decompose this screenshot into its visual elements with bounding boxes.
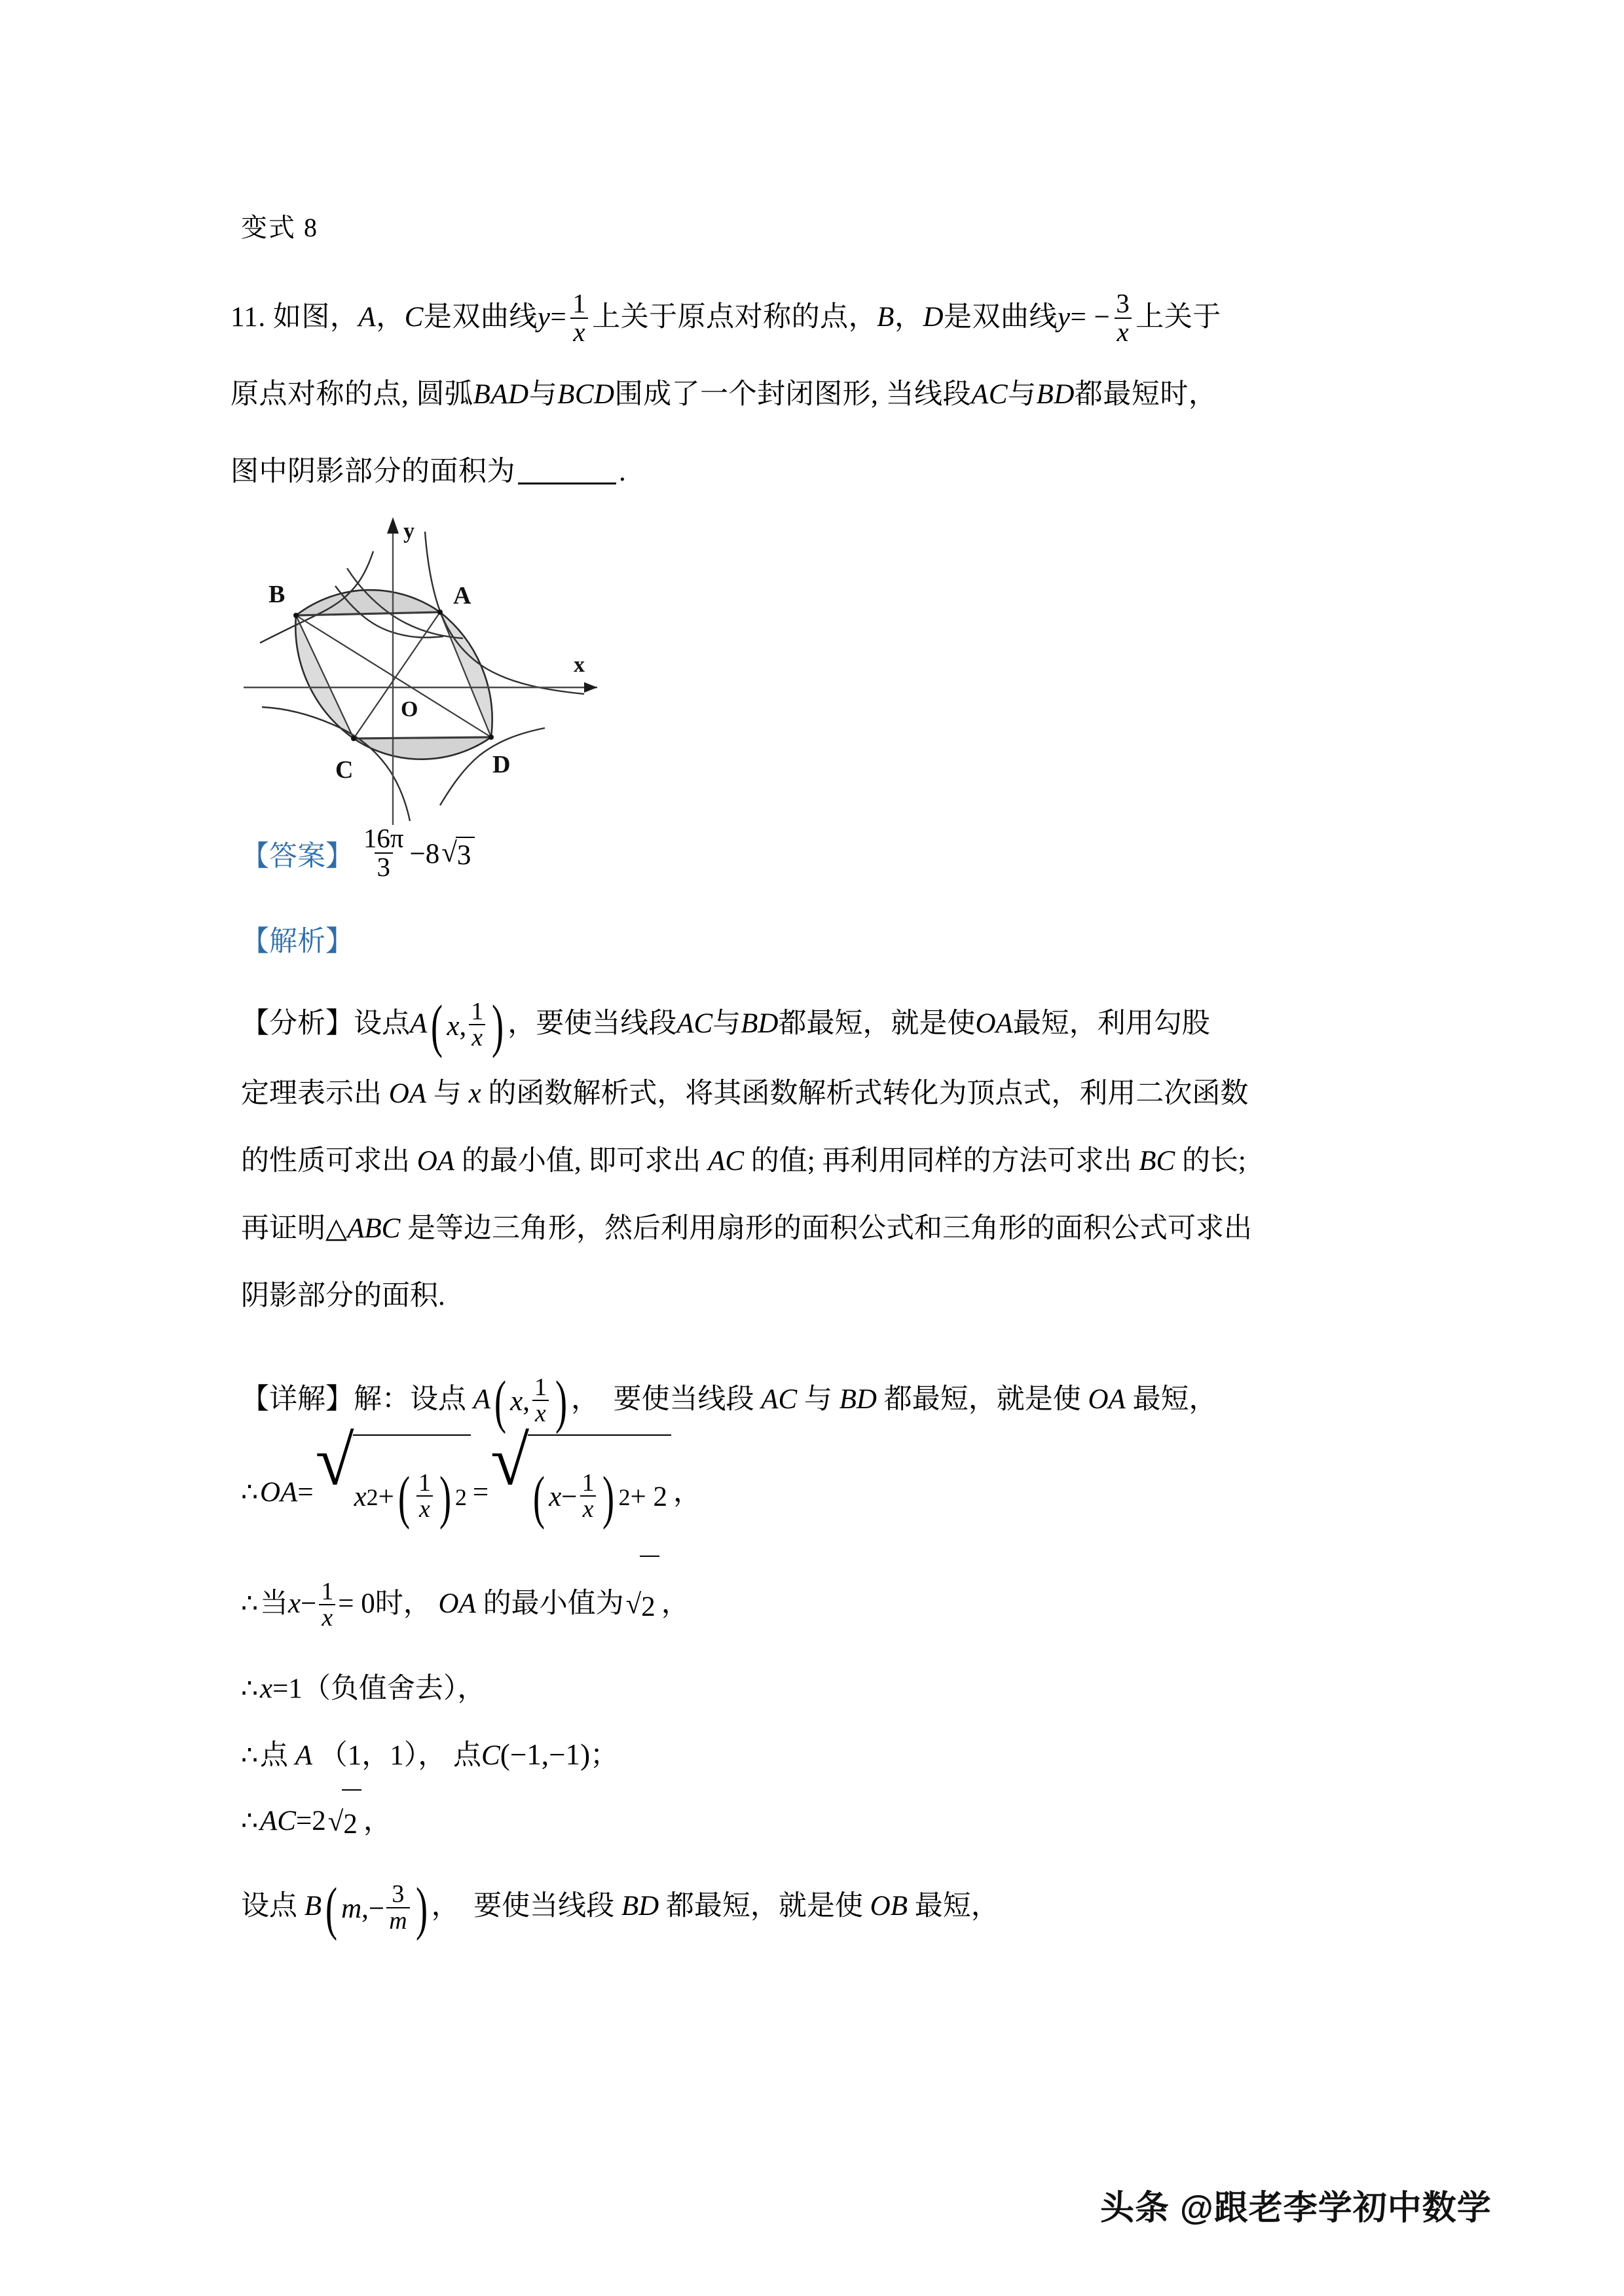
fraction-1-over-x: $\frac{1}{x}$ (570, 290, 589, 346)
figure-label-D: D (492, 751, 511, 778)
answer-row (241, 826, 477, 882)
point-B-ref: B (877, 302, 895, 333)
question-block (231, 282, 1422, 508)
solution-label: 【详解】 (241, 1384, 354, 1415)
geometry-figure (231, 498, 650, 825)
answer-label: 【答案】 (241, 841, 354, 873)
triangle-symbol: △ (325, 1212, 348, 1244)
segment-BD-ref: BD (1036, 379, 1075, 410)
point-C-ref: C (404, 302, 424, 333)
y-axis-label: y (403, 519, 415, 543)
solution-line-7: 设点 B ( m ,− $\frac{3}{m}$ ) ， 要使当线段 BD 都最短，就是使 OB 最短， (241, 1857, 1426, 1958)
vertex-B-dot (293, 613, 299, 618)
analysis-paragraph (241, 990, 1426, 1330)
sqrt-2: √ 2 (626, 1556, 659, 1656)
y-axis-arrow (387, 517, 399, 534)
question-line-2: 原点对称的点, 圆弧BAD与BCD围成了一个封闭图形, 当线段AC与BD都最短时， (231, 379, 1217, 410)
analysis-line-5: 阴影部分的面积. (241, 1280, 445, 1311)
watermark-handle: @跟老李学初中数学 (1180, 2189, 1492, 2227)
variant-label: 变式 8 (241, 213, 318, 242)
solution-coord-A: ( x , $\frac{1}{x}$ ) (494, 1368, 567, 1434)
fraction-3-over-x: $\frac{3}{x}$ (1113, 290, 1132, 346)
point-A-ref: A (358, 302, 377, 333)
x-axis-arrow (584, 682, 597, 693)
solution-line-3: ∴当x− $\frac{1}{x}$ = 0时， OA 的最小值为 √ 2 ， (241, 1555, 1426, 1656)
question-number: 11. (231, 302, 266, 333)
therefore-symbol-2: ∴ (241, 1589, 259, 1619)
vertex-C-dot (351, 736, 356, 741)
analysis-line-1: 【分析】设点A ( x , $\frac{1}{x}$ ) ，要使当线段AC与BD都最短，就是使OA最短，利用勾股 (241, 990, 1426, 1060)
vertex-D-dot (489, 735, 494, 740)
analysis-line-3: 的性质可求出 OA 的最小值, 即可求出 AC 的值; 再利用同样的方法可求出 BC 的长; (241, 1145, 1246, 1176)
answer-blank[interactable] (518, 483, 616, 484)
figure-label-B: B (268, 581, 286, 608)
diagonal-AC (354, 612, 440, 738)
figure-label-origin: O (401, 697, 418, 721)
answer-minus: − (409, 839, 426, 870)
analysis-coord-A: ( x , $\frac{1}{x}$ ) (431, 993, 504, 1059)
figure-svg (231, 498, 650, 825)
solution-block (241, 1367, 1426, 1958)
segment-AC-ref: AC (971, 379, 1008, 410)
hyperbola-branch-3 (425, 532, 584, 694)
arc-BAD-ref: BAD (473, 379, 529, 410)
point-D-ref: D (923, 302, 944, 333)
answer-coefficient: 8 (425, 839, 440, 870)
solution-line-1: 【详解】解：设点 A ( x , $\frac{1}{x}$ ) ， 要使当线段 AC 与 BD 都最短，就是使 OA 最短， (241, 1368, 1217, 1434)
arc-BCD-ref: BCD (557, 379, 615, 410)
question-line-1: 11. 如图，A，C是双曲线y= $\frac{1}{x}$ 上关于原点对称的点，B，D是双曲线y= − $\frac{3}{x}$ 上关于 (231, 289, 1221, 348)
therefore-symbol-3: ∴ (241, 1674, 259, 1704)
figure-label-A: A (453, 582, 471, 610)
watermark (1100, 2180, 1492, 2229)
sqrt-expression-1: √ x 2 + ( $\frac{1}{x}$ ) 2 (316, 1434, 471, 1555)
figure-label-C: C (335, 756, 354, 784)
analysis-line-4: 再证明△ABC 是等边三角形，然后利用扇形的面积公式和三角形的面积公式可求出 (241, 1212, 1253, 1244)
therefore-symbol-1: ∴ (241, 1478, 259, 1507)
chord-CD (354, 737, 491, 738)
therefore-symbol-4: ∴ (241, 1741, 259, 1771)
solution-line-6: ∴AC=2 √ 2 ， (241, 1789, 1426, 1857)
x-axis-label: x (574, 653, 585, 677)
answer-fraction: $\frac{16\pi}{3}$ (363, 824, 404, 882)
watermark-platform: 头条 (1100, 2189, 1170, 2227)
vertex-A-dot (437, 610, 443, 615)
analysis-label: 【分析】 (241, 1008, 354, 1039)
solution-line-5: ∴点 A （1，1）， 点C(−1,−1)； (241, 1738, 619, 1772)
solution-coord-B: ( m ,− $\frac{3}{m}$ ) (325, 1875, 428, 1941)
sqrt-expression-2: √ ( x − $\frac{1}{x}$ ) 2 + 2 (490, 1434, 671, 1555)
sqrt-2-AC: √ 2 (328, 1789, 361, 1857)
solution-line-4: ∴x=1（负值舍去）， (241, 1673, 486, 1705)
answer-sqrt: √ 3 (441, 837, 475, 871)
solution-line-2-OA-formula: ∴OA= √ x 2 + ( $\frac{1}{x}$ ) 2 = √ ( x − $\frac{1}{x}$ ) 2 + 2 ， (241, 1434, 1426, 1555)
therefore-symbol-5: ∴ (241, 1806, 259, 1836)
question-line-3: 图中阴影部分的面积为 . (231, 456, 627, 487)
analysis-line-2: 定理表示出 OA 与 x 的函数解析式，将其函数解析式转化为顶点式，利用二次函数 (241, 1078, 1249, 1109)
analysis-heading: 【解析】 (241, 926, 354, 957)
